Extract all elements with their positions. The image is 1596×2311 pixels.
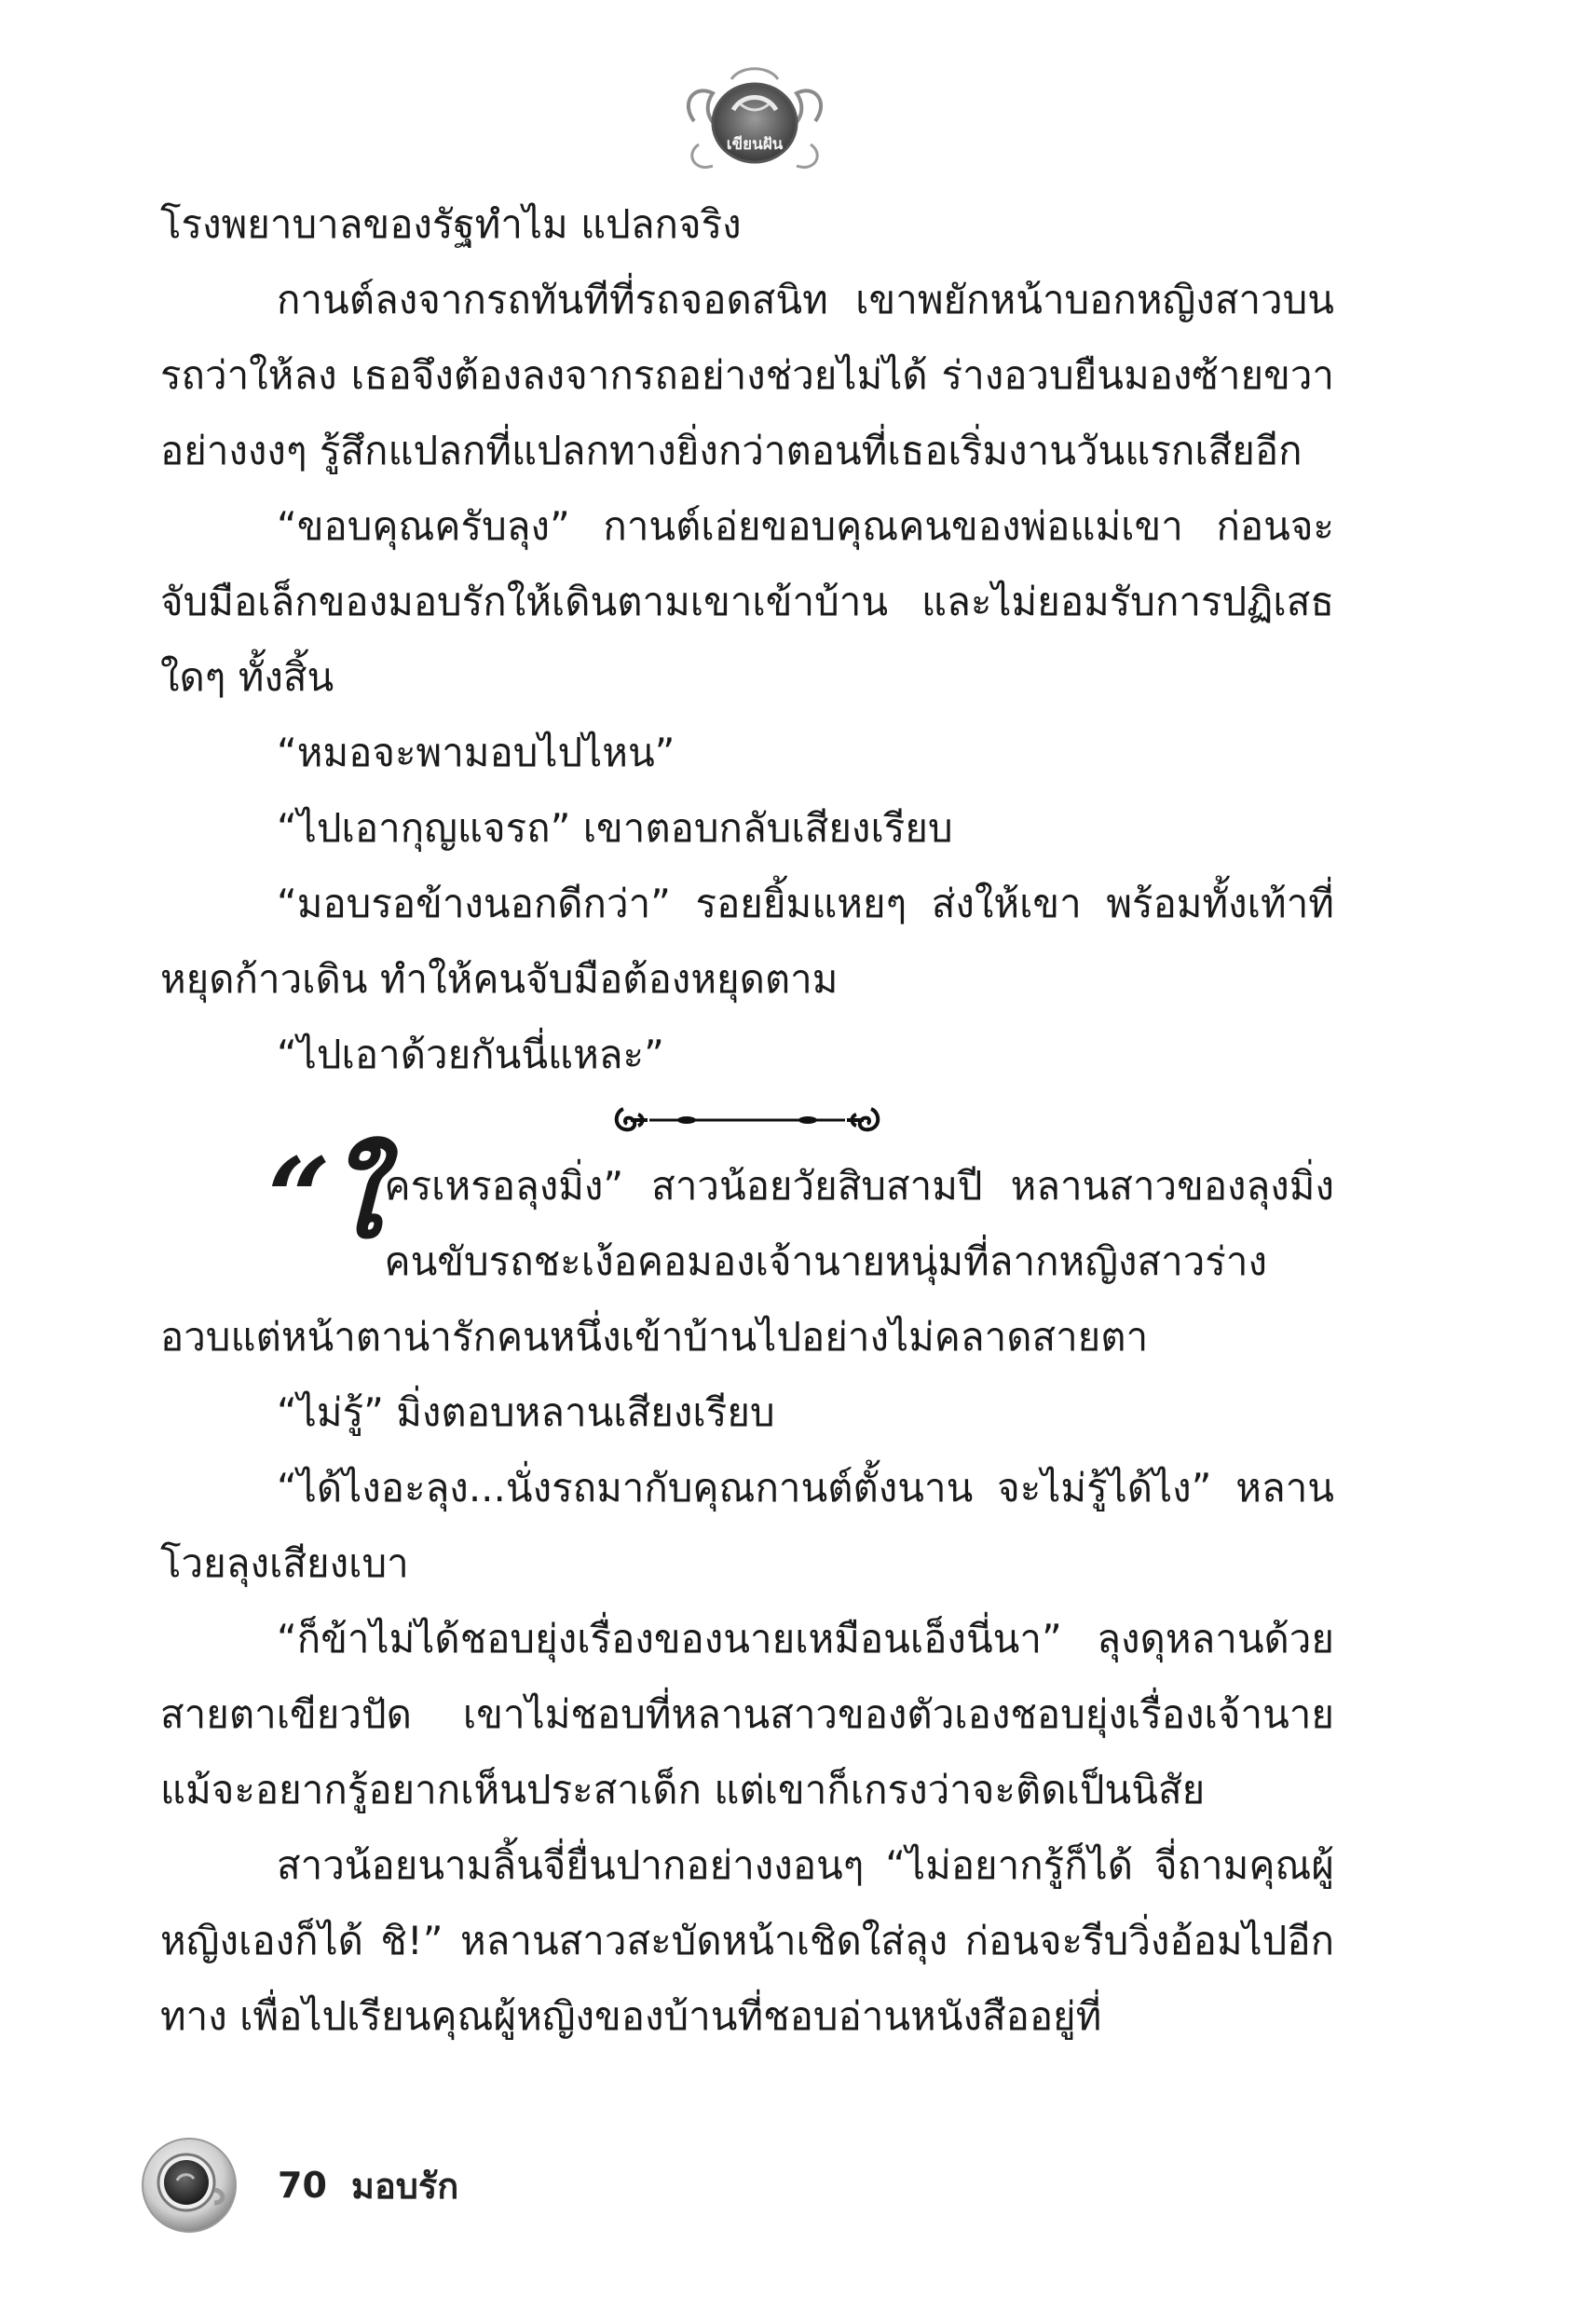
dropcap-letter: “ใ [267, 1133, 377, 1263]
paragraph-10: “ก็ข้าไม่ได้ชอบยุ่งเรื่องของนายเหมือนเอ็งนี่นา” ลุงดุหลานด้วยสายตาเขียวปัด เขาไม่ชอบที่หลานสาวของตัวเองชอบยุ่งเรื่องเจ้านาย แม้จะอยากรู้อยากเห็นประสาเด็ก แต่เขาก็เกรงว่าจะติดเป็นนิสัย [160, 1616, 1334, 1812]
header-logo [675, 56, 834, 186]
paragraph-4: “หมอจะพามอบไปไหน” [277, 730, 675, 775]
paragraph-9: “ได้ไงอะลุง...นั่งรถมากับคุณกานต์ตั้งนาน จะไม่รู้ได้ไง” หลานโวยลุงเสียงเบา [160, 1465, 1334, 1586]
paragraph-5: “ไปเอากุญแจรถ” เขาตอบกลับเสียงเรียบ [277, 805, 953, 851]
paragraph-2: กานต์ลงจากรถทันทีที่รถจอดสนิท เขาพยักหน้าบอกหญิงสาวบนรถว่าให้ลง เธอจึงต้องลงจากรถอย่างช่วยไม่ได้ ร่างอวบยืนมองซ้ายขวาอย่างงงๆ รู้สึกแปลกที่แปลกทางยิ่งกว่าตอนที่เธอเริ่มงานวันแรกเสียอีก [160, 277, 1334, 473]
page-footer [140, 2134, 458, 2236]
paragraph-7: “ไปเอาด้วยกันนี่แหละ” [277, 1032, 664, 1077]
paragraph-1: โรงพยาบาลของรัฐทำไม แปลกจริง [160, 201, 742, 247]
paragraph-6: “มอบรอข้างนอกดีกว่า” รอยยิ้มแหยๆ ส่งให้เขา พร้อมทั้งเท้าที่หยุดก้าวเดิน ทำให้คนจับมือต้องหยุดตาม [160, 881, 1334, 1002]
dropcap-paragraph [160, 1133, 1334, 1374]
scroll-divider-icon [612, 1101, 882, 1139]
dropcap-paragraph-text: ครเหรอลุงมิ่ง” สาวน้อยวัยสิบสามปี หลานสาวของลุงมิ่งคนขับรถชะเง้อคอมองเจ้านายหนุ่มที่ลากหญิงสาวร่างอวบแต่หน้าตาน่ารักคนหนึ่งเข้าบ้านไปอย่างไม่คลาดสายตา [160, 1163, 1334, 1360]
book-title: มอบรัก [350, 2165, 459, 2207]
coffee-cup-icon [140, 2136, 239, 2235]
page-number: 70 [278, 2165, 327, 2206]
paragraph-3: “ขอบคุณครับลุง” กานต์เอ่ยขอบคุณคนของพ่อแม่เขา ก่อนจะจับมือเล็กของมอบรักให้เดินตามเขาเข้าบ้าน และไม่ยอมรับการปฏิเสธใดๆ ทั้งสิ้น [160, 503, 1334, 700]
flourish-crest-icon [675, 56, 834, 186]
paragraph-11: สาวน้อยนามลิ้นจี่ยื่นปากอย่างงอนๆ “ไม่อยากรู้ก็ได้ จี่ถามคุณผู้หญิงเองก็ได้ ชิ!” หลานสาวสะบัดหน้าเชิดใส่ลุง ก่อนจะรีบวิ่งอ้อมไปอีกทาง เพื่อไปเรียนคุณผู้หญิงของบ้านที่ชอบอ่านหนังสืออยู่ที่ [160, 1842, 1334, 2039]
logo-text: เขียนฝัน [726, 135, 784, 154]
paragraph-8: “ไม่รู้” มิ่งตอบหลานเสียงเรียบ [277, 1389, 775, 1435]
page-body [160, 186, 1334, 2054]
